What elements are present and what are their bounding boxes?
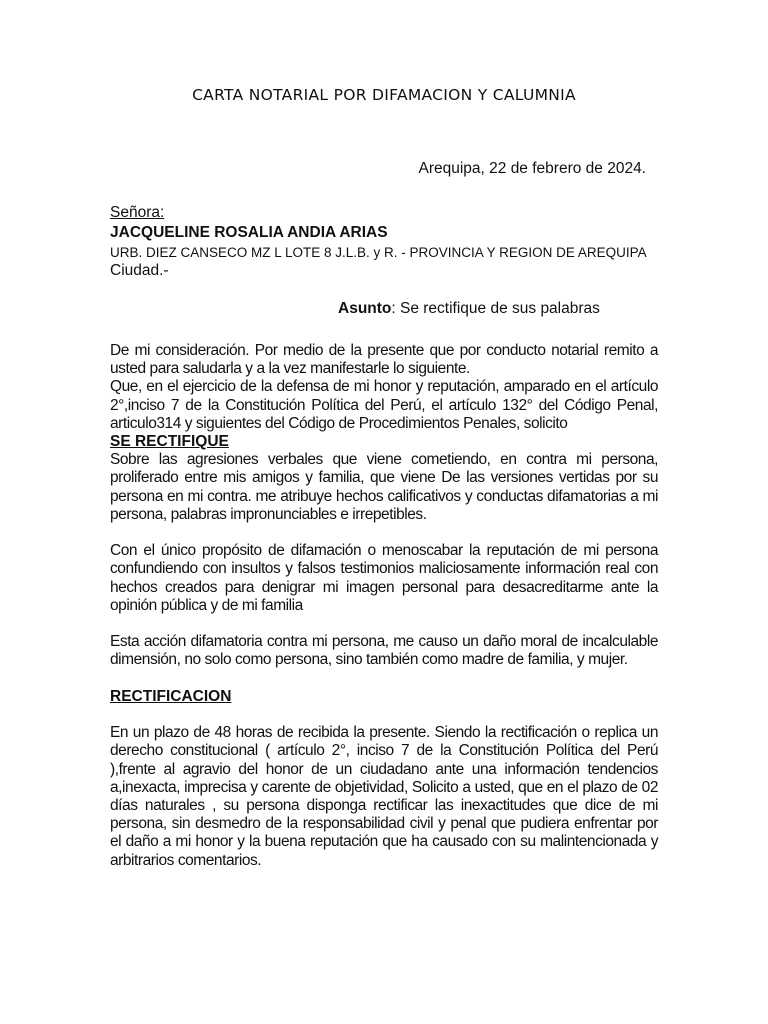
paragraph-greeting: De mi consideración. Por medio de la presente que por conducto notarial remito a usted para saludarla y a la vez manifestarle lo siguiente. xyxy=(110,342,658,378)
salutation: Señora: xyxy=(110,204,165,221)
subject-label: Asunto xyxy=(338,300,392,317)
paragraph-legal-basis: Que, en el ejercicio de la defensa de mi honor y reputación, amparado en el artículo 2°,inciso 7 de la Constitución Política del Perú, el artículo 132° del Código Penal, articulo314 y siguientes del Código de Procedimientos Penales, solicito xyxy=(110,378,658,432)
paragraph-gap xyxy=(110,706,658,724)
paragraph-purpose: Con el único propósito de difamación o menoscabar la reputación de mi persona confundiendo con insultos y falsos testimonios maliciosamente información real con hechos creados para denigrar mi imagen personal para desacreditarme ante la opinión pública y de mi familia xyxy=(110,542,658,614)
letter-body xyxy=(110,342,658,870)
recipient-name: JACQUELINE ROSALIA ANDIA ARIAS xyxy=(110,224,388,241)
recipient-city: Ciudad.- xyxy=(110,262,169,279)
recipient-address: URB. DIEZ CANSECO MZ L LOTE 8 J.L.B. y R. - PROVINCIA Y REGION DE AREQUIPA xyxy=(110,245,647,260)
heading-rectificacion: RECTIFICACION xyxy=(110,687,232,705)
paragraph-damage: Esta acción difamatoria contra mi persona, me causo un daño moral de incalculable dimensión, no solo como persona, sino también como madre de familia, y mujer. xyxy=(110,633,658,669)
paragraph-gap xyxy=(110,670,658,688)
paragraph-rectification-request: En un plazo de 48 horas de recibida la presente. Siendo la rectificación o replica un derecho constitucional ( artículo 2°, inciso 7 de la Constitución Política del Perú ),frente al agravio del honor de un ciudadano ante una información tendencios a,inexacta, imprecisa y carente de objetividad, Solicito a usted, que en el plazo de 02 días naturales , su persona disponga rectificar las inexactitudes que dice de mi persona, sin desmedro de la responsabilidad civil y penal que pudiera enfrentar por el daño a mi honor y la buena reputación que ha causado con su malintencionada y arbitrarios comentarios. xyxy=(110,724,658,869)
recipient-block xyxy=(110,204,647,280)
heading-se-rectifique: SE RECTIFIQUE xyxy=(110,433,229,451)
document-title: CARTA NOTARIAL POR DIFAMACION Y CALUMNIA xyxy=(192,86,576,104)
paragraph-gap xyxy=(110,524,658,542)
subject-line xyxy=(338,300,600,318)
paragraph-aggressions: Sobre las agresiones verbales que viene cometiendo, en contra mi persona, proliferado entre mis amigos y familia, que viene De las versiones vertidas por su persona en mi contra. me atribuye hechos calificativos y conductas difamatorias a mi persona, palabras impronunciables e irrepetibles. xyxy=(110,451,658,523)
subject-text: : Se rectifique de sus palabras xyxy=(391,300,600,317)
letter-date: Arequipa, 22 de febrero de 2024. xyxy=(418,160,646,177)
paragraph-gap xyxy=(110,615,658,633)
